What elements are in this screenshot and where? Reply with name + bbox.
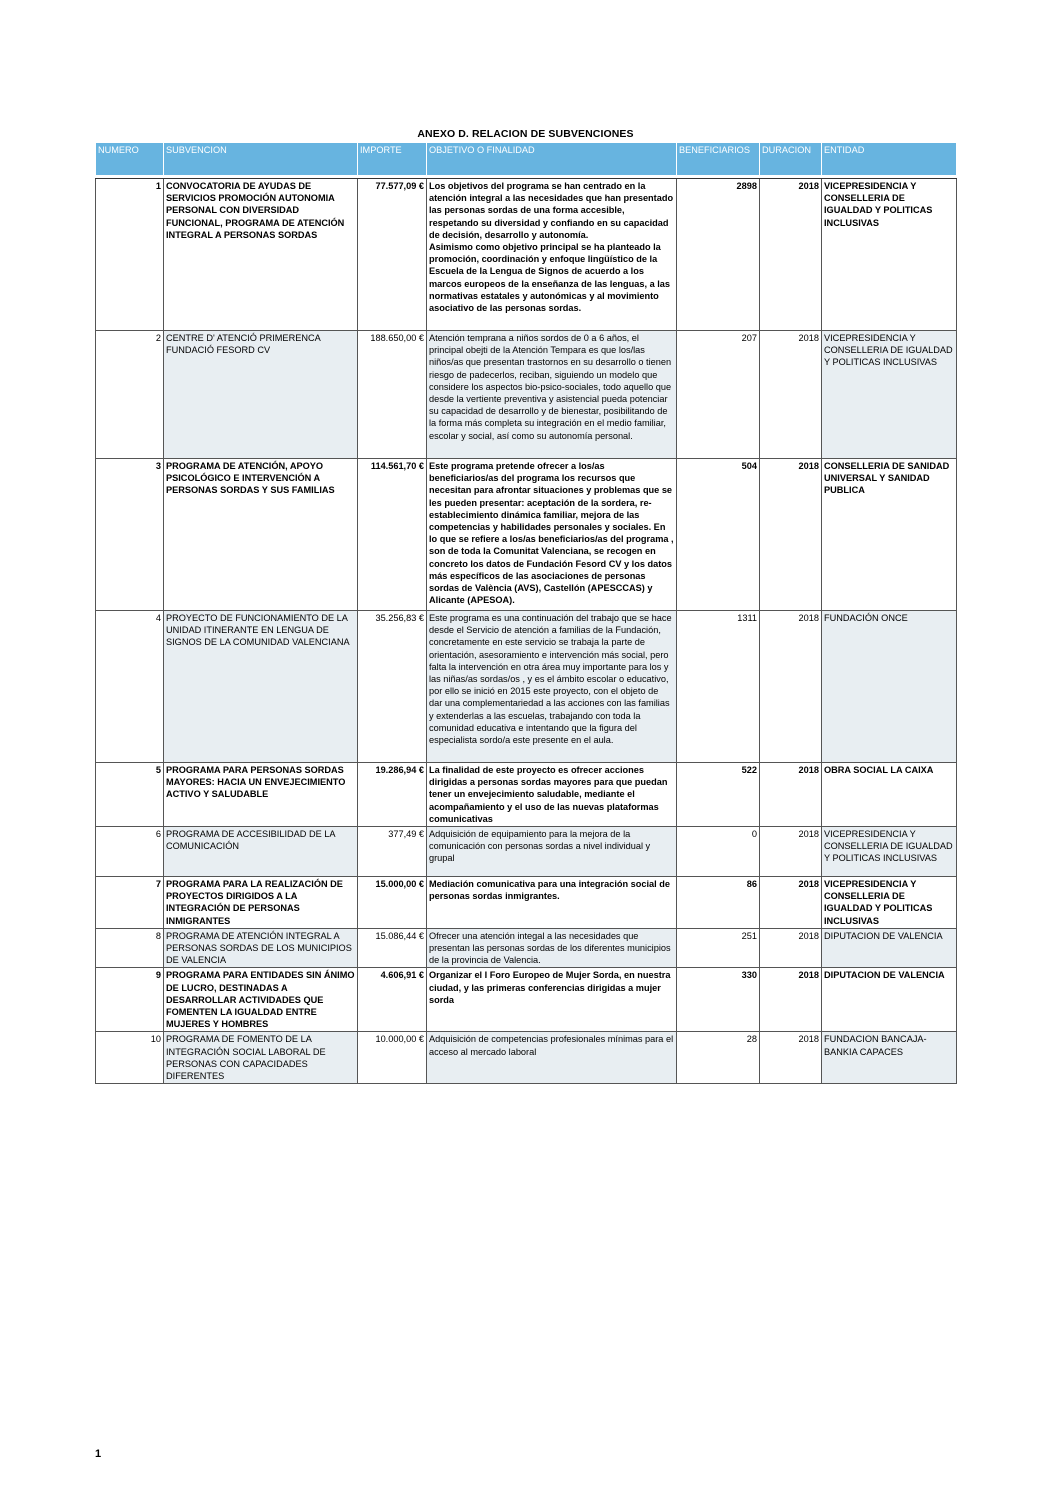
row-number: 1 <box>96 179 164 331</box>
row-duracion: 2018 <box>760 827 822 877</box>
row-duracion: 2018 <box>760 459 822 611</box>
row-importe: 114.561,70 € <box>358 459 427 611</box>
row-beneficiarios: 28 <box>677 1032 760 1084</box>
row-beneficiarios: 207 <box>677 331 760 459</box>
row-objetivo: Adquisición de equipamiento para la mejora de la comunicación con personas sordas a nivel individual y grupal <box>427 827 677 877</box>
row-subvencion: PROGRAMA DE ATENCIÓN, APOYO PSICOLÓGICO E INTERVENCIÓN A PERSONAS SORDAS Y SUS FAMILIAS <box>164 459 358 611</box>
row-subvencion: PROGRAMA PARA PERSONAS SORDAS MAYORES: HACIA UN ENVEJECIMIENTO ACTIVO Y SALUDABLE <box>164 763 358 827</box>
row-objetivo: La finalidad de este proyecto es ofrecer acciones dirigidas a personas sordas mayores para que puedan tener un envejecimiento saludable, mediante el acompañamiento y el uso de las nuevas plataformas comunicativas <box>427 763 677 827</box>
row-duracion: 2018 <box>760 1032 822 1084</box>
row-duracion: 2018 <box>760 763 822 827</box>
row-entidad: OBRA SOCIAL LA CAIXA <box>822 763 957 827</box>
row-beneficiarios: 1311 <box>677 611 760 763</box>
row-objetivo: Adquisición de competencias profesionales mínimas para el acceso al mercado laboral <box>427 1032 677 1084</box>
row-objetivo: Los objetivos del programa se han centrado en la atención integral a las necesidades que han presentado las personas sordas de una forma accesible, respetando su diversidad y confiando en su capacidad de decisión, desarrollo y autonomía. Asimismo como objetivo principal se ha planteado la promoción, coordinación y enfoque lingüístico de la Escuela de la Lengua de Signos de acuerdo a los marcos europeos de la enseñanza de las lenguas, a las normativas estatales y autonómicas y al movimiento asociativo de las personas sordas. <box>427 179 677 331</box>
row-beneficiarios: 2898 <box>677 179 760 331</box>
row-beneficiarios: 330 <box>677 968 760 1032</box>
row-duracion: 2018 <box>760 611 822 763</box>
table-row <box>96 877 957 929</box>
row-number: 3 <box>96 459 164 611</box>
header-numero: NUMERO <box>96 143 164 176</box>
row-subvencion: PROGRAMA PARA LA REALIZACIÓN DE PROYECTOS DIRIGIDOS A LA INTEGRACIÓN DE PERSONAS INMIGRANTES <box>164 877 358 929</box>
header-subvencion: SUBVENCION <box>164 143 358 176</box>
row-entidad: VICEPRESIDENCIA Y CONSELLERIA DE IGUALDAD Y POLITICAS INCLUSIVAS <box>822 179 957 331</box>
row-importe: 77.577,09 € <box>358 179 427 331</box>
row-entidad: VICEPRESIDENCIA Y CONSELLERIA DE IGUALDAD Y POLITICAS INCLUSIVAS <box>822 877 957 929</box>
table-row <box>96 763 957 827</box>
row-duracion: 2018 <box>760 928 822 968</box>
row-beneficiarios: 251 <box>677 928 760 968</box>
row-entidad: VICEPRESIDENCIA Y CONSELLERIA DE IGUALDAD Y POLITICAS INCLUSIVAS <box>822 827 957 877</box>
table-row <box>96 1032 957 1084</box>
row-objetivo: Ofrecer una atención integal a las necesidades que presentan las personas sordas de los diferentes municipios de la provincia de Valencia. <box>427 928 677 968</box>
row-number: 4 <box>96 611 164 763</box>
row-objetivo: Atención temprana a niños sordos de 0 a 6 años, el principal obejti de la Atención Tempara es que los/las niños/as que presentan trastornos en su desarrollo o tienen riesgo de padecerlos, reciban, siguiendo un modelo que considere los aspectos bio-psico-sociales, todo aquello que desde la vertiente preventiva y asistencial pueda potenciar su capacidad de desarrollo y de bienestar, posibilitando de la forma más completa su integración en el medio familiar, escolar y social, así como su autonomía personal. <box>427 331 677 459</box>
header-objetivo: OBJETIVO O FINALIDAD <box>427 143 677 176</box>
header-beneficiarios: BENEFICIARIOS <box>677 143 760 176</box>
row-objetivo: Mediación comunicativa para una integración social de personas sordas inmigrantes. <box>427 877 677 929</box>
row-number: 7 <box>96 877 164 929</box>
page-title: ANEXO D. RELACION DE SUBVENCIONES <box>417 128 634 140</box>
row-importe: 188.650,00 € <box>358 331 427 459</box>
row-beneficiarios: 504 <box>677 459 760 611</box>
page-number: 1 <box>95 1448 102 1460</box>
table-row <box>96 459 957 611</box>
header-duracion: DURACION <box>760 143 822 176</box>
table-row <box>96 928 957 968</box>
table-row <box>96 179 957 331</box>
row-number: 10 <box>96 1032 164 1084</box>
row-objetivo: Organizar el I Foro Europeo de Mujer Sorda, en nuestra ciudad, y las primeras conferencias dirigidas a mujer sorda <box>427 968 677 1032</box>
row-importe: 15.000,00 € <box>358 877 427 929</box>
table-row <box>96 331 957 459</box>
row-subvencion: PROGRAMA DE ACCESIBILIDAD DE LA COMUNICACIÓN <box>164 827 358 877</box>
row-beneficiarios: 522 <box>677 763 760 827</box>
header-importe: IMPORTE <box>358 143 427 176</box>
row-number: 2 <box>96 331 164 459</box>
row-subvencion: PROYECTO DE FUNCIONAMIENTO DE LA UNIDAD ITINERANTE EN LENGUA DE SIGNOS DE LA COMUNIDAD VALENCIANA <box>164 611 358 763</box>
header-entidad: ENTIDAD <box>822 143 957 176</box>
table-header-row <box>96 143 957 176</box>
row-subvencion: PROGRAMA DE ATENCIÓN INTEGRAL A PERSONAS SORDAS DE LOS MUNICIPIOS DE VALENCIA <box>164 928 358 968</box>
row-subvencion: PROGRAMA DE FOMENTO DE LA INTEGRACIÓN SOCIAL LABORAL DE PERSONAS CON CAPACIDADES DIFERENTES <box>164 1032 358 1084</box>
row-importe: 19.286,94 € <box>358 763 427 827</box>
row-subvencion: PROGRAMA PARA ENTIDADES SIN ÁNIMO DE LUCRO, DESTINADAS A DESARROLLAR ACTIVIDADES QUE FOMENTEN LA IGUALDAD ENTRE MUJERES Y HOMBRES <box>164 968 358 1032</box>
table-row <box>96 611 957 763</box>
row-number: 5 <box>96 763 164 827</box>
row-importe: 10.000,00 € <box>358 1032 427 1084</box>
row-number: 9 <box>96 968 164 1032</box>
row-importe: 4.606,91 € <box>358 968 427 1032</box>
table-row <box>96 827 957 877</box>
row-objetivo: Este programa es una continuación del trabajo que se hace desde el Servicio de atención a familias de la Fundación, concretamente en este servicio se trabaja la parte de orientación, asesoramiento e intervención más social, pero falta la intervención en otra área muy importante para los y las niñas/as sordas/os , y es el ámbito escolar o educativo, por ello se inició en 2015 este proyecto, con el objeto de dar una complementariedad a las acciones con las familias y extenderlas a las escuelas, trabajando con toda la comunidad educativa e intentando que la figura del especialista sordo/a este presente en el aula. <box>427 611 677 763</box>
row-entidad: FUNDACION BANCAJA-BANKIA CAPACES <box>822 1032 957 1084</box>
row-duracion: 2018 <box>760 968 822 1032</box>
row-entidad: DIPUTACION DE VALENCIA <box>822 928 957 968</box>
row-importe: 35.256,83 € <box>358 611 427 763</box>
row-beneficiarios: 86 <box>677 877 760 929</box>
row-entidad: VICEPRESIDENCIA Y CONSELLERIA DE IGUALDAD Y POLITICAS INCLUSIVAS <box>822 331 957 459</box>
row-entidad: DIPUTACION DE VALENCIA <box>822 968 957 1032</box>
row-importe: 15.086,44 € <box>358 928 427 968</box>
row-importe: 377,49 € <box>358 827 427 877</box>
row-beneficiarios: 0 <box>677 827 760 877</box>
row-objetivo: Este programa pretende ofrecer a los/as beneficiarios/as del programa los recursos que necesitan para afrontar situaciones y problemas que se les pueden presentar: aceptación de la sordera, re-establecimiento dinámica familiar, mejora de las competencias y habilidades personales y sociales. En lo que se refiere a los/as beneficiarios/as del programa , son de toda la Comunitat Valenciana, se recogen en concreto los datos de Fundación Fesord CV y los datos más específicos de las asociaciones de personas sordas de València (AVS), Castellón (APESCCAS) y Alicante (APESOA). <box>427 459 677 611</box>
row-duracion: 2018 <box>760 179 822 331</box>
row-number: 6 <box>96 827 164 877</box>
row-subvencion: CONVOCATORIA DE AYUDAS DE SERVICIOS PROMOCIÓN AUTONOMIA PERSONAL CON DIVERSIDAD FUNCIONAL, PROGRAMA DE ATENCIÓN INTEGRAL A PERSONAS SORDAS <box>164 179 358 331</box>
subsidies-table <box>95 142 957 1084</box>
row-entidad: CONSELLERIA DE SANIDAD UNIVERSAL Y SANIDAD PUBLICA <box>822 459 957 611</box>
row-duracion: 2018 <box>760 877 822 929</box>
row-duracion: 2018 <box>760 331 822 459</box>
table-row <box>96 968 957 1032</box>
row-number: 8 <box>96 928 164 968</box>
row-entidad: FUNDACIÓN ONCE <box>822 611 957 763</box>
row-subvencion: CENTRE D' ATENCIÓ PRIMERENCA FUNDACIÓ FESORD CV <box>164 331 358 459</box>
